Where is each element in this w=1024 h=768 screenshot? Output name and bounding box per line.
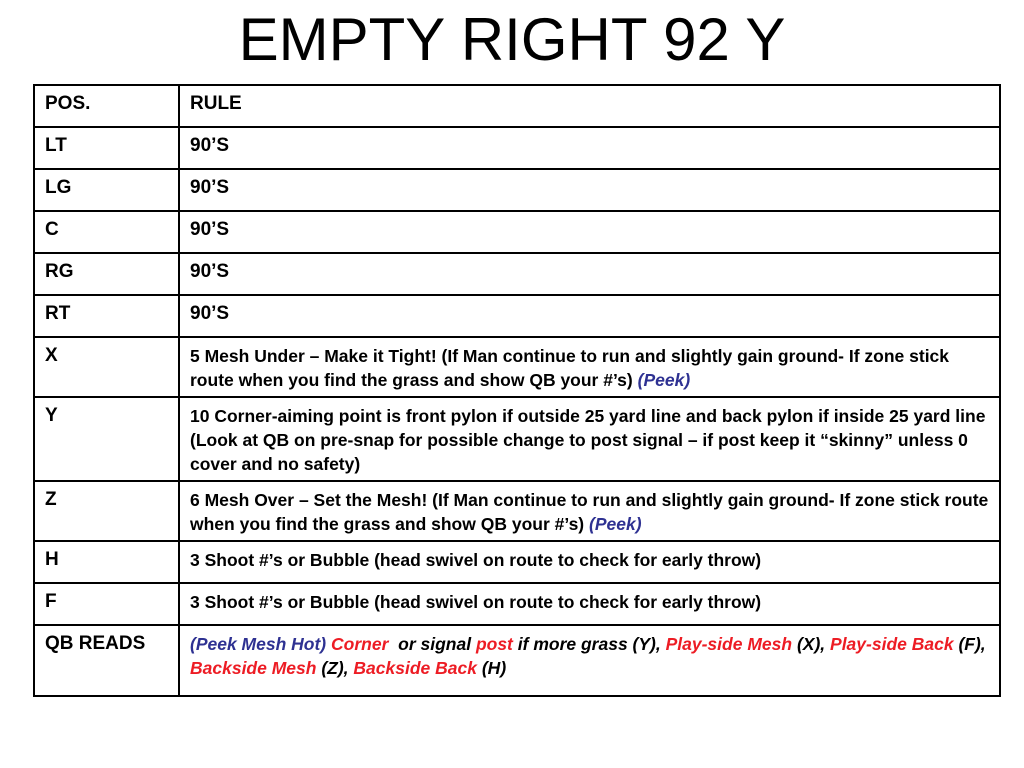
pos-cell: Y bbox=[34, 397, 179, 481]
table-row bbox=[34, 253, 1000, 295]
rules-table bbox=[33, 84, 1001, 697]
pos-cell: LG bbox=[34, 169, 179, 211]
rule-cell: 90’S bbox=[179, 211, 1000, 253]
table-row bbox=[34, 541, 1000, 583]
qb-part: Backside Back bbox=[353, 658, 477, 678]
pos-cell: H bbox=[34, 541, 179, 583]
qb-part: Backside Mesh bbox=[190, 658, 317, 678]
pos-cell: C bbox=[34, 211, 179, 253]
table-row bbox=[34, 583, 1000, 625]
qb-part: (H) bbox=[481, 658, 507, 678]
qb-part: Corner bbox=[331, 634, 389, 654]
rule-cell: 90’S bbox=[179, 253, 1000, 295]
pos-cell: Z bbox=[34, 481, 179, 541]
rule-cell: 3 Shoot #’s or Bubble (head swivel on route to check for early throw) bbox=[179, 541, 1000, 583]
peek-tag: (Peek) bbox=[589, 514, 642, 534]
qb-part: or signal bbox=[398, 634, 472, 654]
table-row bbox=[34, 397, 1000, 481]
qb-part: Play-side Back bbox=[830, 634, 954, 654]
pos-cell: LT bbox=[34, 127, 179, 169]
qb-part: (F), bbox=[958, 634, 986, 654]
table-row bbox=[34, 295, 1000, 337]
pos-cell: F bbox=[34, 583, 179, 625]
pos-cell: X bbox=[34, 337, 179, 397]
qb-part: if more grass (Y), bbox=[517, 634, 661, 654]
qb-part: post bbox=[475, 634, 513, 654]
rule-cell: 90’S bbox=[179, 127, 1000, 169]
header-rule: RULE bbox=[179, 85, 1000, 127]
table-row bbox=[34, 127, 1000, 169]
table-row bbox=[34, 481, 1000, 541]
qb-part: (Peek Mesh Hot) bbox=[190, 634, 327, 654]
rule-text: 6 Mesh Over – Set the Mesh! (If Man continue to run and slightly gain ground- If zone stick route when you find the grass and show QB your #’s) bbox=[190, 490, 989, 534]
rule-cell: 90’S bbox=[179, 295, 1000, 337]
pos-cell: QB READS bbox=[34, 625, 179, 696]
page-title: EMPTY RIGHT 92 Y bbox=[238, 6, 786, 73]
qb-part: (Z), bbox=[321, 658, 349, 678]
qb-reads-cell bbox=[179, 625, 1000, 696]
qb-part: (X), bbox=[796, 634, 826, 654]
rule-cell: 3 Shoot #’s or Bubble (head swivel on route to check for early throw) bbox=[179, 583, 1000, 625]
rule-text: 5 Mesh Under – Make it Tight! (If Man continue to run and slightly gain ground- If zone stick route when you find the grass and show QB your #’s) bbox=[190, 346, 950, 390]
peek-tag: (Peek) bbox=[637, 370, 691, 390]
rule-cell: 10 Corner-aiming point is front pylon if outside 25 yard line and back pylon if inside 25 yard line (Look at QB on pre-snap for possible change to post signal – if post keep it “skinny” unless 0 cover and no safety) bbox=[179, 397, 1000, 481]
pos-cell: RG bbox=[34, 253, 179, 295]
table-row bbox=[34, 337, 1000, 397]
header-pos: POS. bbox=[34, 85, 179, 127]
table-row bbox=[34, 211, 1000, 253]
pos-cell: RT bbox=[34, 295, 179, 337]
rule-cell bbox=[179, 337, 1000, 397]
rule-cell bbox=[179, 481, 1000, 541]
table-row bbox=[34, 169, 1000, 211]
qb-part: Play-side Mesh bbox=[665, 634, 793, 654]
qb-reads-row bbox=[34, 625, 1000, 696]
table-header-row bbox=[34, 85, 1000, 127]
rule-cell: 90’S bbox=[179, 169, 1000, 211]
